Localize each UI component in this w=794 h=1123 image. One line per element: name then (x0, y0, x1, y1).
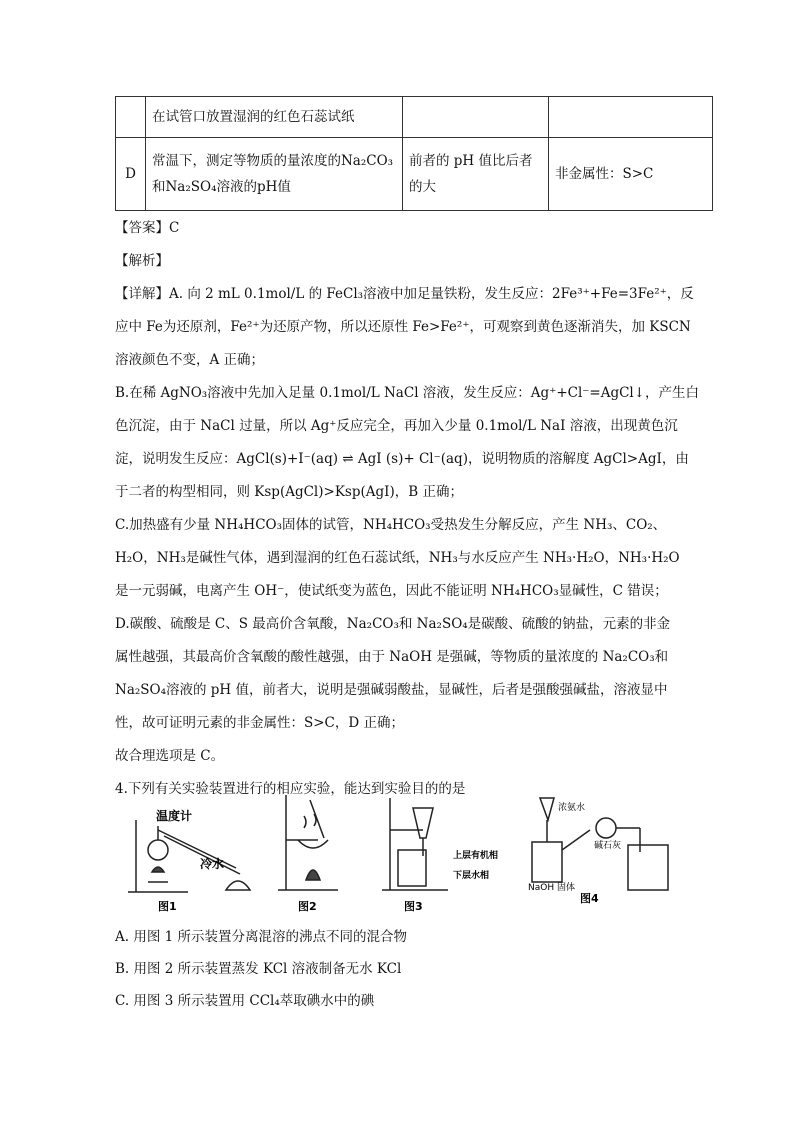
fig1-thermometer-label: 温度计 (156, 809, 193, 823)
analysis-line: 属性越强，其最高价含氧酸的酸性越强，由于 NaOH 是强碱，等物质的量浓度的 Na₂CO₃和 (115, 649, 669, 665)
operation-line: 常温下，测定等物质的量浓度的Na₂CO₃ (152, 153, 394, 169)
fig4-label: 图4 (580, 892, 599, 905)
fig4-water-label: 浓氨水 (558, 803, 586, 813)
option-a: A. 用图 1 所示装置分离混溶的沸点不同的混合物 (115, 929, 408, 945)
evaporation-apparatus (278, 795, 338, 890)
option-b: B. 用图 2 所示装置蒸发 KCl 溶液制备无水 KCl (115, 961, 402, 977)
analysis-line: 应中 Fe为还原剂，Fe²⁺为还原产物，所以还原性 Fe>Fe²⁺，可观察到黄色逐渐消失，加 KSCN (115, 319, 691, 335)
analysis-line: 色沉淀，由于 NaCl 过量，所以 Ag⁺反应完全，再加入少量 0.1mol/L NaI 溶液，出现黄色沉 (115, 418, 678, 434)
fig1-label: 图1 (158, 900, 177, 913)
option-c: C. 用图 3 所示装置用 CCl₄萃取碘水中的碘 (115, 993, 375, 1009)
analysis-line: 【详解】A. 向 2 mL 0.1mol/L 的 FeCl₃溶液中加足量铁粉，发生反应：2Fe³⁺+Fe=3Fe²⁺，反 (115, 286, 694, 302)
distillation-apparatus (128, 820, 250, 892)
analysis-line: 于二者的构型相同，则 Ksp(AgCl)>Ksp(AgI)，B 正确； (115, 484, 463, 500)
analysis-line: 溶液颜色不变，A 正确； (115, 352, 265, 368)
operation-cell (146, 138, 403, 211)
phenomenon-line: 的大 (409, 179, 436, 195)
table-row (116, 138, 713, 211)
fig4-lime-label: 碱石灰 (594, 841, 622, 851)
extraction-apparatus (382, 798, 448, 890)
fig4-solid-label: NaOH 固体 (528, 883, 575, 893)
row-label: D (116, 138, 146, 211)
conclusion-cell: 非金属性：S>C (549, 138, 713, 211)
analysis-line: 是一元弱碱，电离产生 OH⁻，使试纸变为蓝色，因此不能证明 NH₄HCO₃显碱性，C 错误； (115, 583, 668, 599)
fig3-upper-label: 上层有机相 (453, 851, 499, 861)
analysis-line: H₂O，NH₃是碱性气体，遇到湿润的红色石蕊试纸，NH₃与水反应产生 NH₃·H₂O，NH₃·H₂O (115, 550, 680, 566)
fig3-label: 图3 (404, 900, 423, 913)
fig1-water-label: 冷水 (200, 857, 225, 871)
fig2-label: 图2 (298, 900, 317, 913)
table-row (116, 97, 713, 138)
analysis-line: Na₂SO₄溶液的 pH 值，前者大，说明是强碱弱酸盐，显碱性，后者是强酸强碱盐，溶液显中 (115, 682, 668, 698)
apparatus-figures (128, 790, 688, 920)
analysis-line: 性，故可证明元素的非金属性：S>C，D 正确； (115, 715, 405, 731)
phenomenon-cell (403, 97, 549, 138)
conclusion-cell (549, 97, 713, 138)
operation-cell: 在试管口放置湿润的红色石蕊试纸 (146, 97, 403, 138)
analysis-line: 故合理选项是 C。 (115, 748, 225, 764)
analysis-line: C.加热盛有少量 NH₄HCO₃固体的试管，NH₄HCO₃受热发生分解反应，产生 NH₃、CO₂、 (115, 517, 667, 533)
row-label (116, 97, 146, 138)
answer: 【答案】C (115, 220, 180, 236)
phenomenon-cell (403, 138, 549, 211)
analysis-line: D.碳酸、硫酸是 C、S 最高价含氧酸，Na₂CO₃和 Na₂SO₄是碳酸、硫酸的钠盐，元素的非金 (115, 616, 671, 632)
experiment-table (115, 96, 713, 211)
operation-line: 和Na₂SO₄溶液的pH值 (152, 179, 291, 195)
analysis-line: B.在稀 AgNO₃溶液中先加入足量 0.1mol/L NaCl 溶液，发生反应：Ag⁺+Cl⁻=AgCl↓，产生白 (115, 385, 700, 401)
question-stem: 4.下列有关实验装置进行的相应实验，能达到实验目的的是 (115, 781, 466, 797)
analysis-heading: 【解析】 (115, 253, 169, 269)
analysis-line: 淀，说明发生反应：AgCl(s)+I⁻(aq) ⇌ AgI (s)+ Cl⁻(aq)，说明物质的溶解度 AgCl>AgI，由 (115, 451, 689, 467)
fig3-lower-label: 下层水相 (453, 871, 490, 881)
phenomenon-line: 前者的 pH 值比后者 (409, 153, 533, 169)
